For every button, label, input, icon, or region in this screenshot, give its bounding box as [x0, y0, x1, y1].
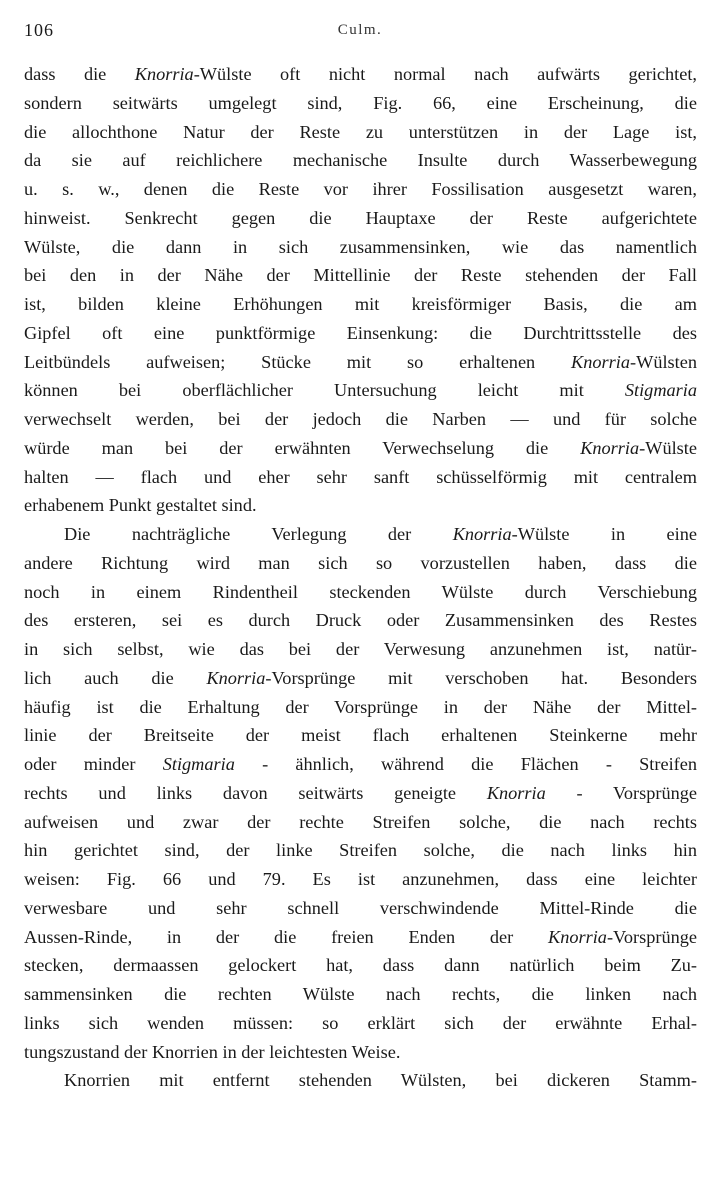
text-segment: -Vorsprünge mit verschoben hat. Besonders — [265, 667, 697, 688]
text-segment: in sich selbst, wie das bei der Verwesung anzunehmen ist, natür- — [24, 639, 697, 659]
text-segment: ist, bilden kleine Erhöhungen mit kreisförmiger Basis, die am — [24, 294, 697, 314]
text-segment: häufig ist die Erhaltung der Vorsprünge in der Nähe der Mittel- — [24, 696, 697, 717]
text-segment: des ersteren, sei es durch Druck oder Zusammensinken des Restes — [24, 610, 697, 631]
text-line — [24, 233, 697, 262]
text-segment: lich auch die — [24, 667, 207, 688]
text-line — [24, 261, 697, 290]
text-segment: - ähnlich, während die Flächen - Streifen — [234, 754, 697, 774]
text-segment: aufweisen und zwar der rechte Streifen solche, die nach rechts — [24, 811, 697, 832]
text-line — [24, 376, 697, 405]
text-line — [24, 836, 697, 865]
text-segment: weisen: Fig. 66 und 79. Es ist anzunehmen, dass eine leichter — [24, 869, 697, 889]
text-segment: hinweist. Senkrecht gegen die Hauptaxe der Reste aufgerichtete — [24, 207, 697, 228]
text-segment: würde man bei der erwähnten Verwechselung die — [24, 437, 581, 458]
text-line — [24, 434, 697, 463]
text-segment: linie der Breitseite der meist flach erhaltenen Steinkerne mehr — [24, 725, 697, 746]
italic-term: Knorria — [206, 667, 266, 688]
running-header — [24, 20, 696, 44]
text-line — [24, 491, 697, 520]
text-line — [24, 750, 697, 779]
text-line — [24, 635, 697, 664]
text-line — [24, 721, 697, 750]
text-segment: rechts und links davon seitwärts geneigte — [24, 782, 487, 803]
text-line — [24, 405, 697, 434]
text-line — [24, 520, 697, 549]
text-segment: u. s. w., denen die Reste vor ihrer Fossilisation ausgesetzt waren, — [24, 179, 697, 199]
text-segment: erhabenem Punkt gestaltet sind. — [24, 495, 257, 516]
text-line — [24, 348, 697, 377]
text-segment: verwechselt werden, bei der jedoch die Narben — und für solche — [24, 409, 697, 429]
text-line — [24, 1066, 697, 1095]
text-line — [24, 951, 697, 980]
text-segment: halten — flach und eher sehr sanft schüsselförmig mit centralem — [24, 466, 697, 487]
italic-term: Stigmaria — [162, 754, 235, 774]
text-line — [24, 175, 697, 204]
text-segment: sondern seitwärts umgelegt sind, Fig. 66, eine Erscheinung, die — [24, 92, 697, 113]
text-segment: -Wülste — [639, 437, 697, 458]
text-segment: -Wülsten — [629, 351, 697, 372]
text-segment: Knorrien mit entfernt stehenden Wülsten, bei dickeren Stamm- — [64, 1070, 697, 1091]
text-segment: -Vorsprünge — [606, 926, 697, 947]
text-line — [24, 1038, 697, 1067]
text-segment: -Wülste in eine — [511, 524, 697, 544]
italic-term: Knorria — [548, 926, 607, 947]
page-number: 106 — [24, 20, 54, 40]
italic-term: Stigmaria — [624, 380, 697, 401]
text-line — [24, 118, 697, 147]
text-line — [24, 865, 697, 894]
text-line — [24, 146, 697, 175]
text-segment: - Vorsprünge — [545, 782, 697, 803]
text-line — [24, 290, 697, 319]
text-line — [24, 463, 697, 492]
text-line — [24, 204, 697, 233]
text-segment: da sie auf reichlichere mechanische Insulte durch Wasserbewegung — [24, 150, 697, 171]
text-segment: die allochthone Natur der Reste zu unterstützen in der Lage ist, — [24, 121, 697, 142]
running-title: Culm. — [337, 22, 383, 38]
text-line — [24, 664, 697, 693]
text-line — [24, 319, 697, 348]
text-segment: bei den in der Nähe der Mittellinie der Reste stehenden der Fall — [24, 265, 697, 286]
italic-term: Knorria — [452, 524, 512, 544]
text-line — [24, 578, 697, 607]
text-segment: links sich wenden müssen: so erklärt sich der erwähnte Erhal- — [24, 1012, 697, 1033]
text-segment: Die nachträgliche Verlegung der — [64, 524, 453, 544]
text-line — [24, 549, 697, 578]
text-line — [24, 693, 697, 722]
body-text — [24, 60, 697, 1095]
text-segment: verwesbare und sehr schnell verschwindende Mittel-Rinde die — [24, 897, 697, 918]
text-line — [24, 808, 697, 837]
text-segment: hin gerichtet sind, der linke Streifen solche, die nach links hin — [24, 840, 697, 861]
text-segment: Wülste, die dann in sich zusammensinken, wie das namentlich — [24, 236, 697, 257]
italic-term: Knorria — [580, 437, 640, 458]
text-segment: noch in einem Rindentheil steckenden Wülste durch Verschiebung — [24, 581, 697, 602]
text-segment: dass die — [24, 64, 135, 84]
text-line — [24, 923, 697, 952]
text-line — [24, 60, 697, 89]
text-line — [24, 980, 697, 1009]
text-segment: Leitbündels aufweisen; Stücke mit so erhaltenen — [24, 351, 572, 372]
text-segment: stecken, dermaassen gelockert hat, dass dann natürlich beim Zu- — [24, 955, 697, 976]
text-line — [24, 894, 697, 923]
text-segment: Aussen-Rinde, in der die freien Enden der — [24, 926, 549, 947]
italic-term: Knorria — [134, 64, 194, 84]
text-line — [24, 606, 697, 635]
text-segment: sammensinken die rechten Wülste nach rechts, die linken nach — [24, 984, 697, 1004]
text-segment: können bei oberflächlicher Untersuchung leicht mit — [24, 380, 625, 401]
text-line — [24, 779, 697, 808]
text-segment: tungszustand der Knorrien in der leichtesten Weise. — [24, 1041, 401, 1062]
italic-term: Knorria — [486, 782, 546, 803]
text-line — [24, 1009, 697, 1038]
text-segment: Gipfel oft eine punktförmige Einsenkung: die Durchtrittsstelle des — [24, 322, 697, 343]
text-segment: oder minder — [24, 754, 163, 774]
text-line — [24, 89, 697, 118]
text-segment: -Wülste oft nicht normal nach aufwärts gerichtet, — [193, 64, 697, 84]
italic-term: Knorria — [571, 351, 630, 372]
text-segment: andere Richtung wird man sich so vorzustellen haben, dass die — [24, 552, 697, 573]
